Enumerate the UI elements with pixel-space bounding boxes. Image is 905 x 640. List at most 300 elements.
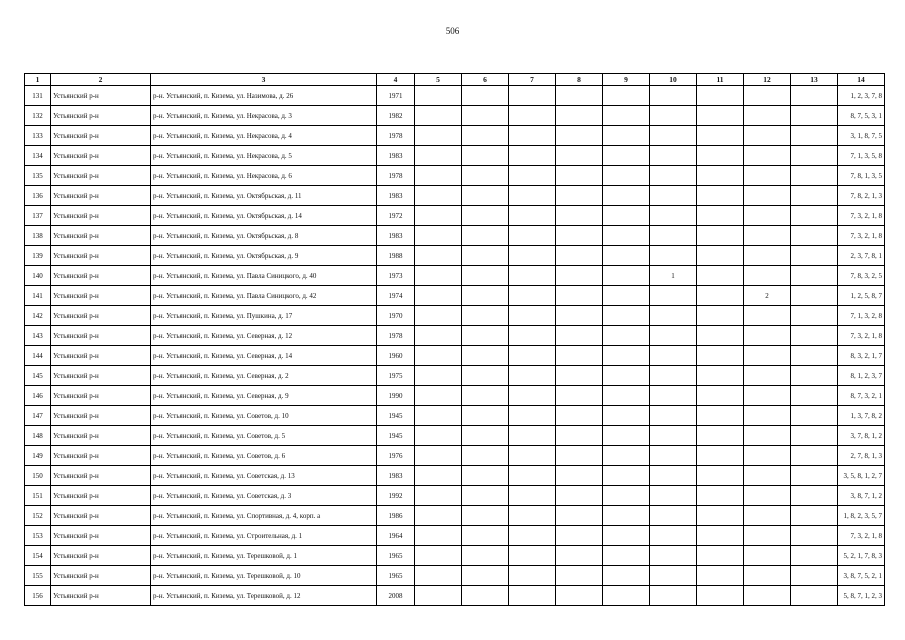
cell-col-10 — [650, 466, 697, 486]
cell-col-4: 1974 — [377, 286, 415, 306]
cell-col-2: Устьянский р-н — [51, 246, 151, 266]
cell-col-10 — [650, 86, 697, 106]
cell-col-9 — [603, 586, 650, 606]
cell-col-9 — [603, 466, 650, 486]
cell-col-2: Устьянский р-н — [51, 326, 151, 346]
cell-col-2: Устьянский р-н — [51, 166, 151, 186]
cell-col-13 — [791, 146, 838, 166]
cell-col-2: Устьянский р-н — [51, 506, 151, 526]
cell-col-14: 5, 2, 1, 7, 8, 3 — [838, 546, 885, 566]
cell-col-6 — [462, 546, 509, 566]
cell-col-1: 149 — [25, 446, 51, 466]
cell-col-4: 1978 — [377, 126, 415, 146]
cell-col-10 — [650, 106, 697, 126]
cell-col-6 — [462, 466, 509, 486]
cell-col-3: р-н. Устьянский, п. Кизема, ул. Советов, д. 10 — [151, 406, 377, 426]
cell-col-1: 147 — [25, 406, 51, 426]
cell-col-11 — [697, 186, 744, 206]
cell-col-5 — [415, 486, 462, 506]
cell-col-12 — [744, 126, 791, 146]
cell-col-13 — [791, 266, 838, 286]
cell-col-11 — [697, 486, 744, 506]
cell-col-3: р-н. Устьянский, п. Кизема, ул. Строительная, д. 1 — [151, 526, 377, 546]
cell-col-14: 1, 2, 3, 7, 8 — [838, 86, 885, 106]
cell-col-13 — [791, 426, 838, 446]
cell-col-14: 7, 3, 2, 1, 8 — [838, 526, 885, 546]
cell-col-4: 1983 — [377, 466, 415, 486]
cell-col-12 — [744, 366, 791, 386]
cell-col-4: 1983 — [377, 186, 415, 206]
cell-col-13 — [791, 166, 838, 186]
cell-col-3: р-н. Устьянский, п. Кизема, ул. Северная, д. 9 — [151, 386, 377, 406]
cell-col-10: 1 — [650, 266, 697, 286]
cell-col-14: 7, 8, 2, 1, 3 — [838, 186, 885, 206]
cell-col-9 — [603, 246, 650, 266]
cell-col-6 — [462, 326, 509, 346]
cell-col-5 — [415, 366, 462, 386]
cell-col-4: 1965 — [377, 566, 415, 586]
cell-col-5 — [415, 326, 462, 346]
cell-col-2: Устьянский р-н — [51, 466, 151, 486]
cell-col-8 — [556, 146, 603, 166]
cell-col-4: 1986 — [377, 506, 415, 526]
cell-col-5 — [415, 166, 462, 186]
cell-col-11 — [697, 506, 744, 526]
cell-col-12 — [744, 586, 791, 606]
cell-col-8 — [556, 546, 603, 566]
cell-col-9 — [603, 346, 650, 366]
cell-col-6 — [462, 446, 509, 466]
cell-col-2: Устьянский р-н — [51, 386, 151, 406]
cell-col-2: Устьянский р-н — [51, 546, 151, 566]
cell-col-13 — [791, 226, 838, 246]
cell-col-2: Устьянский р-н — [51, 426, 151, 446]
cell-col-8 — [556, 86, 603, 106]
cell-col-14: 8, 7, 3, 2, 1 — [838, 386, 885, 406]
cell-col-9 — [603, 566, 650, 586]
cell-col-3: р-н. Устьянский, п. Кизема, ул. Северная, д. 12 — [151, 326, 377, 346]
cell-col-3: р-н. Устьянский, п. Кизема, ул. Советов, д. 5 — [151, 426, 377, 446]
cell-col-7 — [509, 206, 556, 226]
cell-col-5 — [415, 426, 462, 446]
cell-col-9 — [603, 506, 650, 526]
cell-col-9 — [603, 526, 650, 546]
cell-col-13 — [791, 586, 838, 606]
cell-col-10 — [650, 166, 697, 186]
cell-col-7 — [509, 426, 556, 446]
cell-col-9 — [603, 386, 650, 406]
cell-col-4: 1983 — [377, 226, 415, 246]
cell-col-1: 155 — [25, 566, 51, 586]
cell-col-1: 143 — [25, 326, 51, 346]
cell-col-8 — [556, 386, 603, 406]
cell-col-13 — [791, 326, 838, 346]
cell-col-5 — [415, 406, 462, 426]
cell-col-7 — [509, 386, 556, 406]
cell-col-9 — [603, 186, 650, 206]
cell-col-12 — [744, 166, 791, 186]
cell-col-11 — [697, 586, 744, 606]
cell-col-11 — [697, 346, 744, 366]
cell-col-6 — [462, 306, 509, 326]
cell-col-12 — [744, 86, 791, 106]
cell-col-7 — [509, 106, 556, 126]
cell-col-12 — [744, 106, 791, 126]
header-row — [25, 74, 885, 86]
column-header-5: 5 — [415, 74, 462, 86]
cell-col-6 — [462, 126, 509, 146]
cell-col-5 — [415, 526, 462, 546]
cell-col-6 — [462, 186, 509, 206]
cell-col-7 — [509, 506, 556, 526]
cell-col-9 — [603, 146, 650, 166]
column-header-4: 4 — [377, 74, 415, 86]
cell-col-12 — [744, 266, 791, 286]
cell-col-4: 1988 — [377, 246, 415, 266]
cell-col-14: 2, 3, 7, 8, 1 — [838, 246, 885, 266]
cell-col-8 — [556, 226, 603, 246]
cell-col-5 — [415, 246, 462, 266]
cell-col-4: 1982 — [377, 106, 415, 126]
cell-col-6 — [462, 506, 509, 526]
cell-col-8 — [556, 346, 603, 366]
cell-col-1: 134 — [25, 146, 51, 166]
cell-col-3: р-н. Устьянский, п. Кизема, ул. Пушкина, д. 17 — [151, 306, 377, 326]
cell-col-13 — [791, 186, 838, 206]
cell-col-9 — [603, 326, 650, 346]
table-row — [25, 206, 885, 226]
cell-col-6 — [462, 586, 509, 606]
cell-col-1: 153 — [25, 526, 51, 546]
cell-col-11 — [697, 226, 744, 246]
cell-col-1: 146 — [25, 386, 51, 406]
cell-col-13 — [791, 206, 838, 226]
cell-col-9 — [603, 546, 650, 566]
cell-col-10 — [650, 486, 697, 506]
cell-col-14: 7, 8, 1, 3, 5 — [838, 166, 885, 186]
cell-col-1: 154 — [25, 546, 51, 566]
table-row — [25, 286, 885, 306]
cell-col-4: 1978 — [377, 166, 415, 186]
column-header-3: 3 — [151, 74, 377, 86]
table-row — [25, 406, 885, 426]
column-header-7: 7 — [509, 74, 556, 86]
cell-col-6 — [462, 226, 509, 246]
cell-col-3: р-н. Устьянский, п. Кизема, ул. Терешковой, д. 1 — [151, 546, 377, 566]
cell-col-8 — [556, 426, 603, 446]
cell-col-14: 5, 8, 7, 1, 2, 3 — [838, 586, 885, 606]
cell-col-4: 1970 — [377, 306, 415, 326]
cell-col-7 — [509, 446, 556, 466]
table-row — [25, 126, 885, 146]
cell-col-9 — [603, 406, 650, 426]
cell-col-12 — [744, 346, 791, 366]
table-row — [25, 146, 885, 166]
cell-col-11 — [697, 366, 744, 386]
table-row — [25, 586, 885, 606]
cell-col-14: 2, 7, 8, 1, 3 — [838, 446, 885, 466]
cell-col-10 — [650, 306, 697, 326]
cell-col-9 — [603, 206, 650, 226]
cell-col-10 — [650, 206, 697, 226]
cell-col-7 — [509, 306, 556, 326]
cell-col-7 — [509, 286, 556, 306]
cell-col-7 — [509, 406, 556, 426]
cell-col-12 — [744, 526, 791, 546]
table-row — [25, 466, 885, 486]
cell-col-14: 3, 7, 8, 1, 2 — [838, 426, 885, 446]
cell-col-2: Устьянский р-н — [51, 366, 151, 386]
cell-col-12 — [744, 546, 791, 566]
cell-col-14: 3, 8, 7, 1, 2 — [838, 486, 885, 506]
cell-col-1: 150 — [25, 466, 51, 486]
cell-col-3: р-н. Устьянский, п. Кизема, ул. Советов, д. 6 — [151, 446, 377, 466]
cell-col-2: Устьянский р-н — [51, 226, 151, 246]
cell-col-8 — [556, 266, 603, 286]
cell-col-6 — [462, 166, 509, 186]
cell-col-14: 3, 1, 8, 7, 5 — [838, 126, 885, 146]
cell-col-14: 3, 8, 7, 5, 2, 1 — [838, 566, 885, 586]
cell-col-12 — [744, 486, 791, 506]
cell-col-10 — [650, 566, 697, 586]
cell-col-3: р-н. Устьянский, п. Кизема, ул. Павла Синицкого, д. 42 — [151, 286, 377, 306]
column-header-6: 6 — [462, 74, 509, 86]
cell-col-12: 2 — [744, 286, 791, 306]
cell-col-6 — [462, 426, 509, 446]
cell-col-8 — [556, 126, 603, 146]
table-row — [25, 386, 885, 406]
cell-col-5 — [415, 346, 462, 366]
cell-col-5 — [415, 586, 462, 606]
cell-col-6 — [462, 406, 509, 426]
cell-col-1: 132 — [25, 106, 51, 126]
cell-col-10 — [650, 226, 697, 246]
cell-col-7 — [509, 346, 556, 366]
cell-col-9 — [603, 126, 650, 146]
cell-col-12 — [744, 406, 791, 426]
cell-col-10 — [650, 186, 697, 206]
cell-col-13 — [791, 466, 838, 486]
cell-col-7 — [509, 126, 556, 146]
cell-col-7 — [509, 586, 556, 606]
cell-col-5 — [415, 546, 462, 566]
table-row — [25, 426, 885, 446]
cell-col-7 — [509, 226, 556, 246]
cell-col-5 — [415, 286, 462, 306]
cell-col-9 — [603, 446, 650, 466]
cell-col-11 — [697, 426, 744, 446]
cell-col-11 — [697, 526, 744, 546]
cell-col-4: 1971 — [377, 86, 415, 106]
cell-col-9 — [603, 226, 650, 246]
cell-col-13 — [791, 526, 838, 546]
cell-col-12 — [744, 246, 791, 266]
cell-col-13 — [791, 546, 838, 566]
cell-col-5 — [415, 106, 462, 126]
cell-col-6 — [462, 366, 509, 386]
cell-col-1: 136 — [25, 186, 51, 206]
cell-col-2: Устьянский р-н — [51, 126, 151, 146]
cell-col-10 — [650, 286, 697, 306]
cell-col-11 — [697, 406, 744, 426]
cell-col-8 — [556, 446, 603, 466]
table-row — [25, 166, 885, 186]
cell-col-14: 7, 3, 2, 1, 8 — [838, 206, 885, 226]
cell-col-1: 137 — [25, 206, 51, 226]
cell-col-11 — [697, 246, 744, 266]
cell-col-8 — [556, 246, 603, 266]
cell-col-13 — [791, 506, 838, 526]
cell-col-7 — [509, 166, 556, 186]
cell-col-5 — [415, 146, 462, 166]
cell-col-1: 140 — [25, 266, 51, 286]
cell-col-4: 1983 — [377, 146, 415, 166]
cell-col-7 — [509, 266, 556, 286]
cell-col-9 — [603, 366, 650, 386]
cell-col-3: р-н. Устьянский, п. Кизема, ул. Спортивная, д. 4, корп. а — [151, 506, 377, 526]
cell-col-10 — [650, 346, 697, 366]
cell-col-8 — [556, 186, 603, 206]
cell-col-3: р-н. Устьянский, п. Кизема, ул. Некрасова, д. 4 — [151, 126, 377, 146]
cell-col-5 — [415, 446, 462, 466]
column-header-9: 9 — [603, 74, 650, 86]
cell-col-2: Устьянский р-н — [51, 526, 151, 546]
cell-col-5 — [415, 186, 462, 206]
cell-col-1: 148 — [25, 426, 51, 446]
cell-col-12 — [744, 446, 791, 466]
column-header-1: 1 — [25, 74, 51, 86]
column-header-12: 12 — [744, 74, 791, 86]
cell-col-11 — [697, 286, 744, 306]
cell-col-1: 138 — [25, 226, 51, 246]
cell-col-12 — [744, 426, 791, 446]
cell-col-11 — [697, 86, 744, 106]
cell-col-2: Устьянский р-н — [51, 186, 151, 206]
cell-col-6 — [462, 286, 509, 306]
cell-col-11 — [697, 306, 744, 326]
cell-col-11 — [697, 546, 744, 566]
cell-col-8 — [556, 326, 603, 346]
table-row — [25, 446, 885, 466]
cell-col-4: 1973 — [377, 266, 415, 286]
cell-col-14: 1, 8, 2, 3, 5, 7 — [838, 506, 885, 526]
cell-col-1: 142 — [25, 306, 51, 326]
cell-col-4: 1975 — [377, 366, 415, 386]
cell-col-3: р-н. Устьянский, п. Кизема, ул. Советская, д. 3 — [151, 486, 377, 506]
cell-col-2: Устьянский р-н — [51, 586, 151, 606]
cell-col-7 — [509, 326, 556, 346]
table-row — [25, 326, 885, 346]
cell-col-3: р-н. Устьянский, п. Кизема, ул. Октябрьская, д. 9 — [151, 246, 377, 266]
cell-col-8 — [556, 466, 603, 486]
cell-col-9 — [603, 166, 650, 186]
cell-col-9 — [603, 106, 650, 126]
cell-col-6 — [462, 386, 509, 406]
cell-col-3: р-н. Устьянский, п. Кизема, ул. Некрасова, д. 3 — [151, 106, 377, 126]
cell-col-12 — [744, 306, 791, 326]
cell-col-13 — [791, 486, 838, 506]
cell-col-1: 133 — [25, 126, 51, 146]
cell-col-4: 1990 — [377, 386, 415, 406]
cell-col-7 — [509, 86, 556, 106]
cell-col-3: р-н. Устьянский, п. Кизема, ул. Советская, д. 13 — [151, 466, 377, 486]
cell-col-11 — [697, 466, 744, 486]
cell-col-10 — [650, 366, 697, 386]
cell-col-5 — [415, 466, 462, 486]
cell-col-14: 7, 8, 3, 2, 5 — [838, 266, 885, 286]
cell-col-4: 1992 — [377, 486, 415, 506]
cell-col-7 — [509, 186, 556, 206]
cell-col-2: Устьянский р-н — [51, 146, 151, 166]
cell-col-8 — [556, 106, 603, 126]
cell-col-6 — [462, 266, 509, 286]
cell-col-9 — [603, 266, 650, 286]
cell-col-4: 1945 — [377, 426, 415, 446]
cell-col-1: 141 — [25, 286, 51, 306]
table-row — [25, 106, 885, 126]
cell-col-14: 3, 5, 8, 1, 2, 7 — [838, 466, 885, 486]
cell-col-1: 135 — [25, 166, 51, 186]
column-header-8: 8 — [556, 74, 603, 86]
cell-col-11 — [697, 326, 744, 346]
cell-col-6 — [462, 246, 509, 266]
cell-col-10 — [650, 406, 697, 426]
column-header-13: 13 — [791, 74, 838, 86]
cell-col-8 — [556, 406, 603, 426]
cell-col-8 — [556, 206, 603, 226]
cell-col-7 — [509, 526, 556, 546]
cell-col-3: р-н. Устьянский, п. Кизема, ул. Северная, д. 14 — [151, 346, 377, 366]
cell-col-6 — [462, 486, 509, 506]
cell-col-3: р-н. Устьянский, п. Кизема, ул. Октябрьская, д. 11 — [151, 186, 377, 206]
cell-col-11 — [697, 386, 744, 406]
table-row — [25, 226, 885, 246]
cell-col-14: 7, 3, 2, 1, 8 — [838, 226, 885, 246]
table-row — [25, 86, 885, 106]
cell-col-11 — [697, 266, 744, 286]
table-row — [25, 266, 885, 286]
cell-col-4: 1965 — [377, 546, 415, 566]
cell-col-3: р-н. Устьянский, п. Кизема, ул. Северная, д. 2 — [151, 366, 377, 386]
cell-col-11 — [697, 206, 744, 226]
cell-col-13 — [791, 386, 838, 406]
cell-col-6 — [462, 566, 509, 586]
table-row — [25, 366, 885, 386]
cell-col-13 — [791, 246, 838, 266]
cell-col-14: 8, 7, 5, 3, 1 — [838, 106, 885, 126]
cell-col-13 — [791, 106, 838, 126]
cell-col-2: Устьянский р-н — [51, 346, 151, 366]
cell-col-2: Устьянский р-н — [51, 206, 151, 226]
cell-col-13 — [791, 306, 838, 326]
cell-col-5 — [415, 226, 462, 246]
cell-col-10 — [650, 246, 697, 266]
cell-col-3: р-н. Устьянский, п. Кизема, ул. Терешковой, д. 10 — [151, 566, 377, 586]
cell-col-5 — [415, 566, 462, 586]
cell-col-12 — [744, 146, 791, 166]
cell-col-13 — [791, 366, 838, 386]
cell-col-6 — [462, 106, 509, 126]
cell-col-11 — [697, 566, 744, 586]
cell-col-2: Устьянский р-н — [51, 106, 151, 126]
cell-col-12 — [744, 506, 791, 526]
table-row — [25, 566, 885, 586]
cell-col-10 — [650, 586, 697, 606]
cell-col-5 — [415, 386, 462, 406]
cell-col-10 — [650, 546, 697, 566]
cell-col-8 — [556, 526, 603, 546]
cell-col-4: 1972 — [377, 206, 415, 226]
